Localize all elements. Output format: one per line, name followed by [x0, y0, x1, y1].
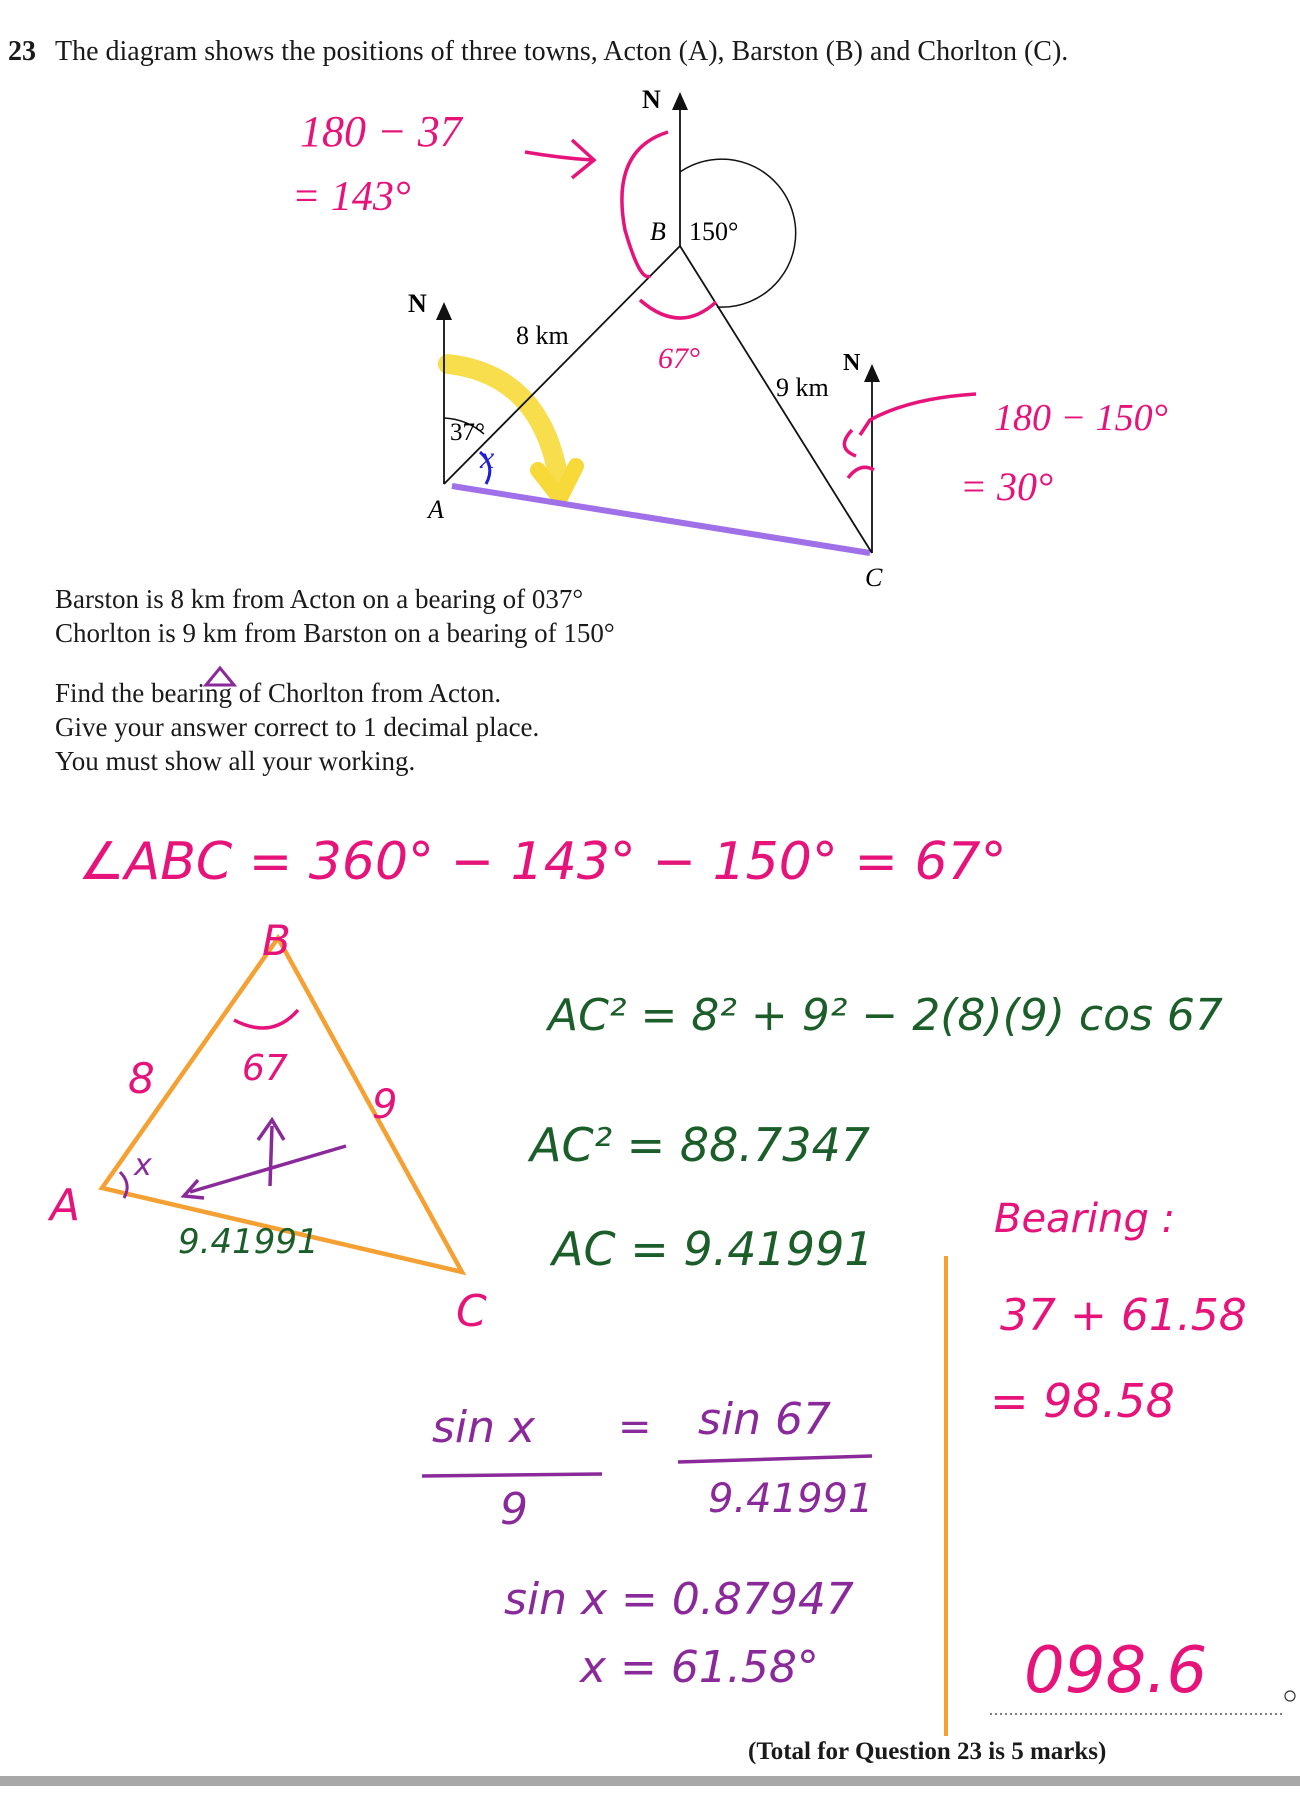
fraction-line-right [678, 1456, 872, 1462]
question-intro: The diagram shows the positions of three towns, Acton (A), Barston (B) and Chorlton (C). [55, 36, 1069, 67]
ac-value: AC = 9.41991 [552, 1222, 874, 1276]
sine-equals: = [618, 1404, 652, 1450]
annotation-30: = 30° [960, 464, 1053, 509]
pink-bracket [622, 132, 668, 277]
bearing-result: = 98.58 [990, 1374, 1175, 1428]
instruction-3: You must show all your working. [55, 746, 416, 776]
north-label-c: N [843, 350, 861, 376]
sine-den-left: 9 [500, 1484, 528, 1535]
fraction-line-left [422, 1474, 602, 1476]
total-marks: (Total for Question 23 is 5 marks) [748, 1738, 1107, 1765]
sine-num-left: sin x [432, 1402, 536, 1453]
angle-a-label: 37° [450, 419, 485, 446]
sketch-arrow-up [270, 1126, 272, 1186]
annotation-143: = 143° [292, 174, 411, 220]
sketch-angle-67-arc [234, 1010, 298, 1028]
instruction-2: Give your answer correct to 1 decimal place. [55, 712, 540, 742]
north-arrow-c [864, 364, 880, 382]
annotation-180-37: 180 − 37 [300, 107, 462, 156]
ab-length-label: 8 km [516, 321, 569, 350]
sine-num-right: sin 67 [698, 1394, 832, 1445]
sketch-label-b: B [262, 916, 291, 965]
bearing-sum: 37 + 61.58 [1000, 1290, 1247, 1341]
north-label-b: N [642, 85, 661, 114]
pink-arrow-shaft [525, 152, 592, 160]
ac-squared: AC² = 88.7347 [530, 1118, 871, 1172]
annotation-67: 67° [658, 342, 700, 375]
north-arrow-a [436, 302, 452, 320]
pink-angle-arc-67 [640, 300, 716, 318]
sketch-label-a: A [50, 1180, 81, 1231]
sketch-label-67: 67 [242, 1048, 288, 1089]
line-ac [452, 486, 870, 553]
pink-arrow-30-head [844, 430, 856, 456]
sketch-label-bc: 9 [372, 1082, 398, 1128]
bearing-label: Bearing : [994, 1196, 1176, 1242]
north-arrow-b [672, 92, 688, 110]
question-number: 23 [8, 36, 36, 67]
annotation-180-150: 180 − 150° [994, 397, 1168, 439]
pink-angle-30 [848, 467, 874, 478]
sketch-label-ab: 8 [128, 1054, 155, 1103]
sin-x-value: sin x = 0.87947 [504, 1574, 854, 1625]
angle-x-label: x [480, 439, 495, 475]
degree-circle [1285, 1691, 1295, 1701]
cosine-rule: AC² = 8² + 9² − 2(8)(9) cos 67 [548, 990, 1223, 1041]
sketch-label-ac: 9.41991 [178, 1222, 319, 1262]
given-line-2: Chorlton is 9 km from Barston on a bearing of 150° [55, 618, 615, 648]
pink-arrow-30 [860, 394, 976, 435]
sketch-label-c: C [456, 1286, 487, 1337]
final-answer: 098.6 [1024, 1634, 1208, 1708]
bc-length-label: 9 km [776, 373, 829, 402]
sine-den-right: 9.41991 [708, 1476, 874, 1522]
point-c-label: C [865, 563, 883, 592]
working-angle-abc: ∠ABC = 360° − 143° − 150° = 67° [78, 832, 1007, 892]
north-label-a: N [408, 289, 427, 318]
point-a-label: A [428, 495, 444, 524]
sketch-label-x: x [134, 1148, 152, 1183]
angle-b-label: 150° [689, 217, 739, 246]
x-value: x = 61.58° [580, 1642, 819, 1693]
point-b-label: B [650, 217, 666, 246]
bottom-rule [0, 1776, 1300, 1786]
instruction-1: Find the bearing of Chorlton from Acton. [55, 678, 502, 708]
sketch-purple-line [190, 1146, 346, 1192]
given-line-1: Barston is 8 km from Acton on a bearing of 037° [55, 584, 584, 614]
